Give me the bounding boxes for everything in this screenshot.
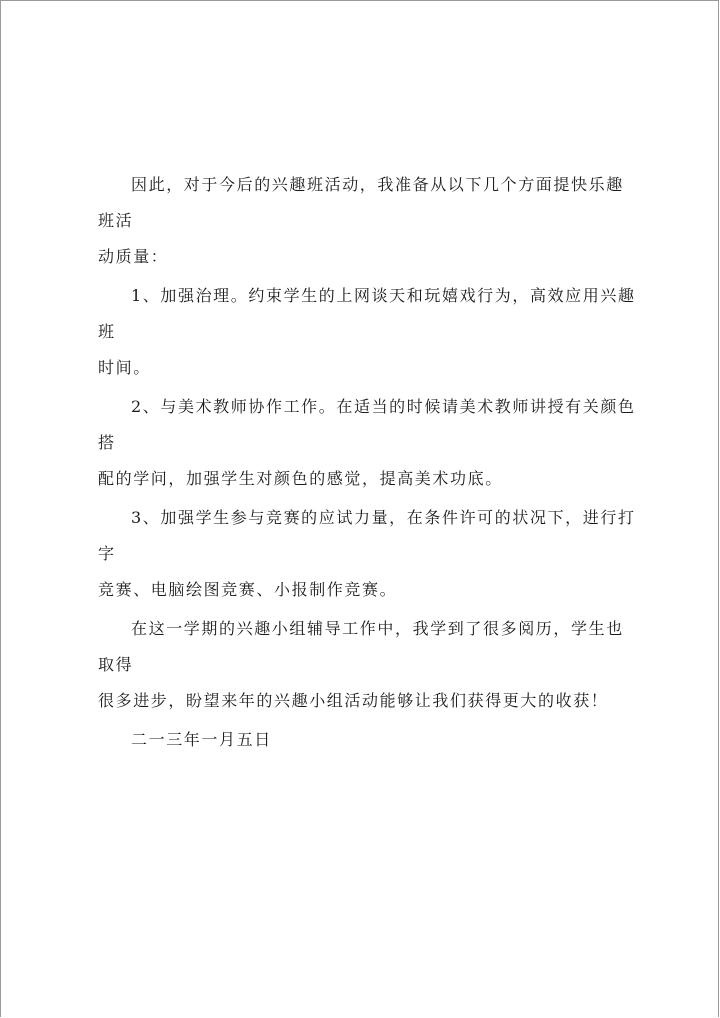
paragraph-line: 在这一学期的兴趣小组辅导工作中，我学到了很多阅历，学生也取得 xyxy=(98,619,624,674)
paragraph-item-3 xyxy=(98,500,638,608)
paragraph-line: 配的学问，加强学生对颜色的感觉，提高美术功底。 xyxy=(98,469,503,488)
paragraph-line: 1、加强治理。约束学生的上网谈天和玩嬉戏行为，高效应用兴趣班 xyxy=(98,286,636,341)
paragraph-line: 3、加强学生参与竞赛的应试力量，在条件许可的状况下，进行打字 xyxy=(98,508,636,563)
paragraph-line: 因此，对于今后的兴趣班活动，我准备从以下几个方面提快乐趣班活 xyxy=(98,175,624,230)
paragraph-line: 很多进步，盼望来年的兴趣小组活动能够让我们获得更大的收获！ xyxy=(98,691,609,710)
paragraph-line: 竞赛、电脑绘图竞赛、小报制作竞赛。 xyxy=(98,580,398,599)
paragraph-item-2 xyxy=(98,389,638,497)
paragraph-line: 2、与美术教师协作工作。在适当的时候请美术教师讲授有关颜色搭 xyxy=(98,397,636,452)
document-body xyxy=(98,167,638,758)
paragraph-item-1 xyxy=(98,278,638,386)
paragraph-line: 动质量： xyxy=(98,247,169,266)
paragraph-line: 时间。 xyxy=(98,358,151,377)
paragraph-closing xyxy=(98,611,638,719)
document-date: 二一三年一月五日 xyxy=(131,730,272,749)
paragraph-intro xyxy=(98,167,638,275)
